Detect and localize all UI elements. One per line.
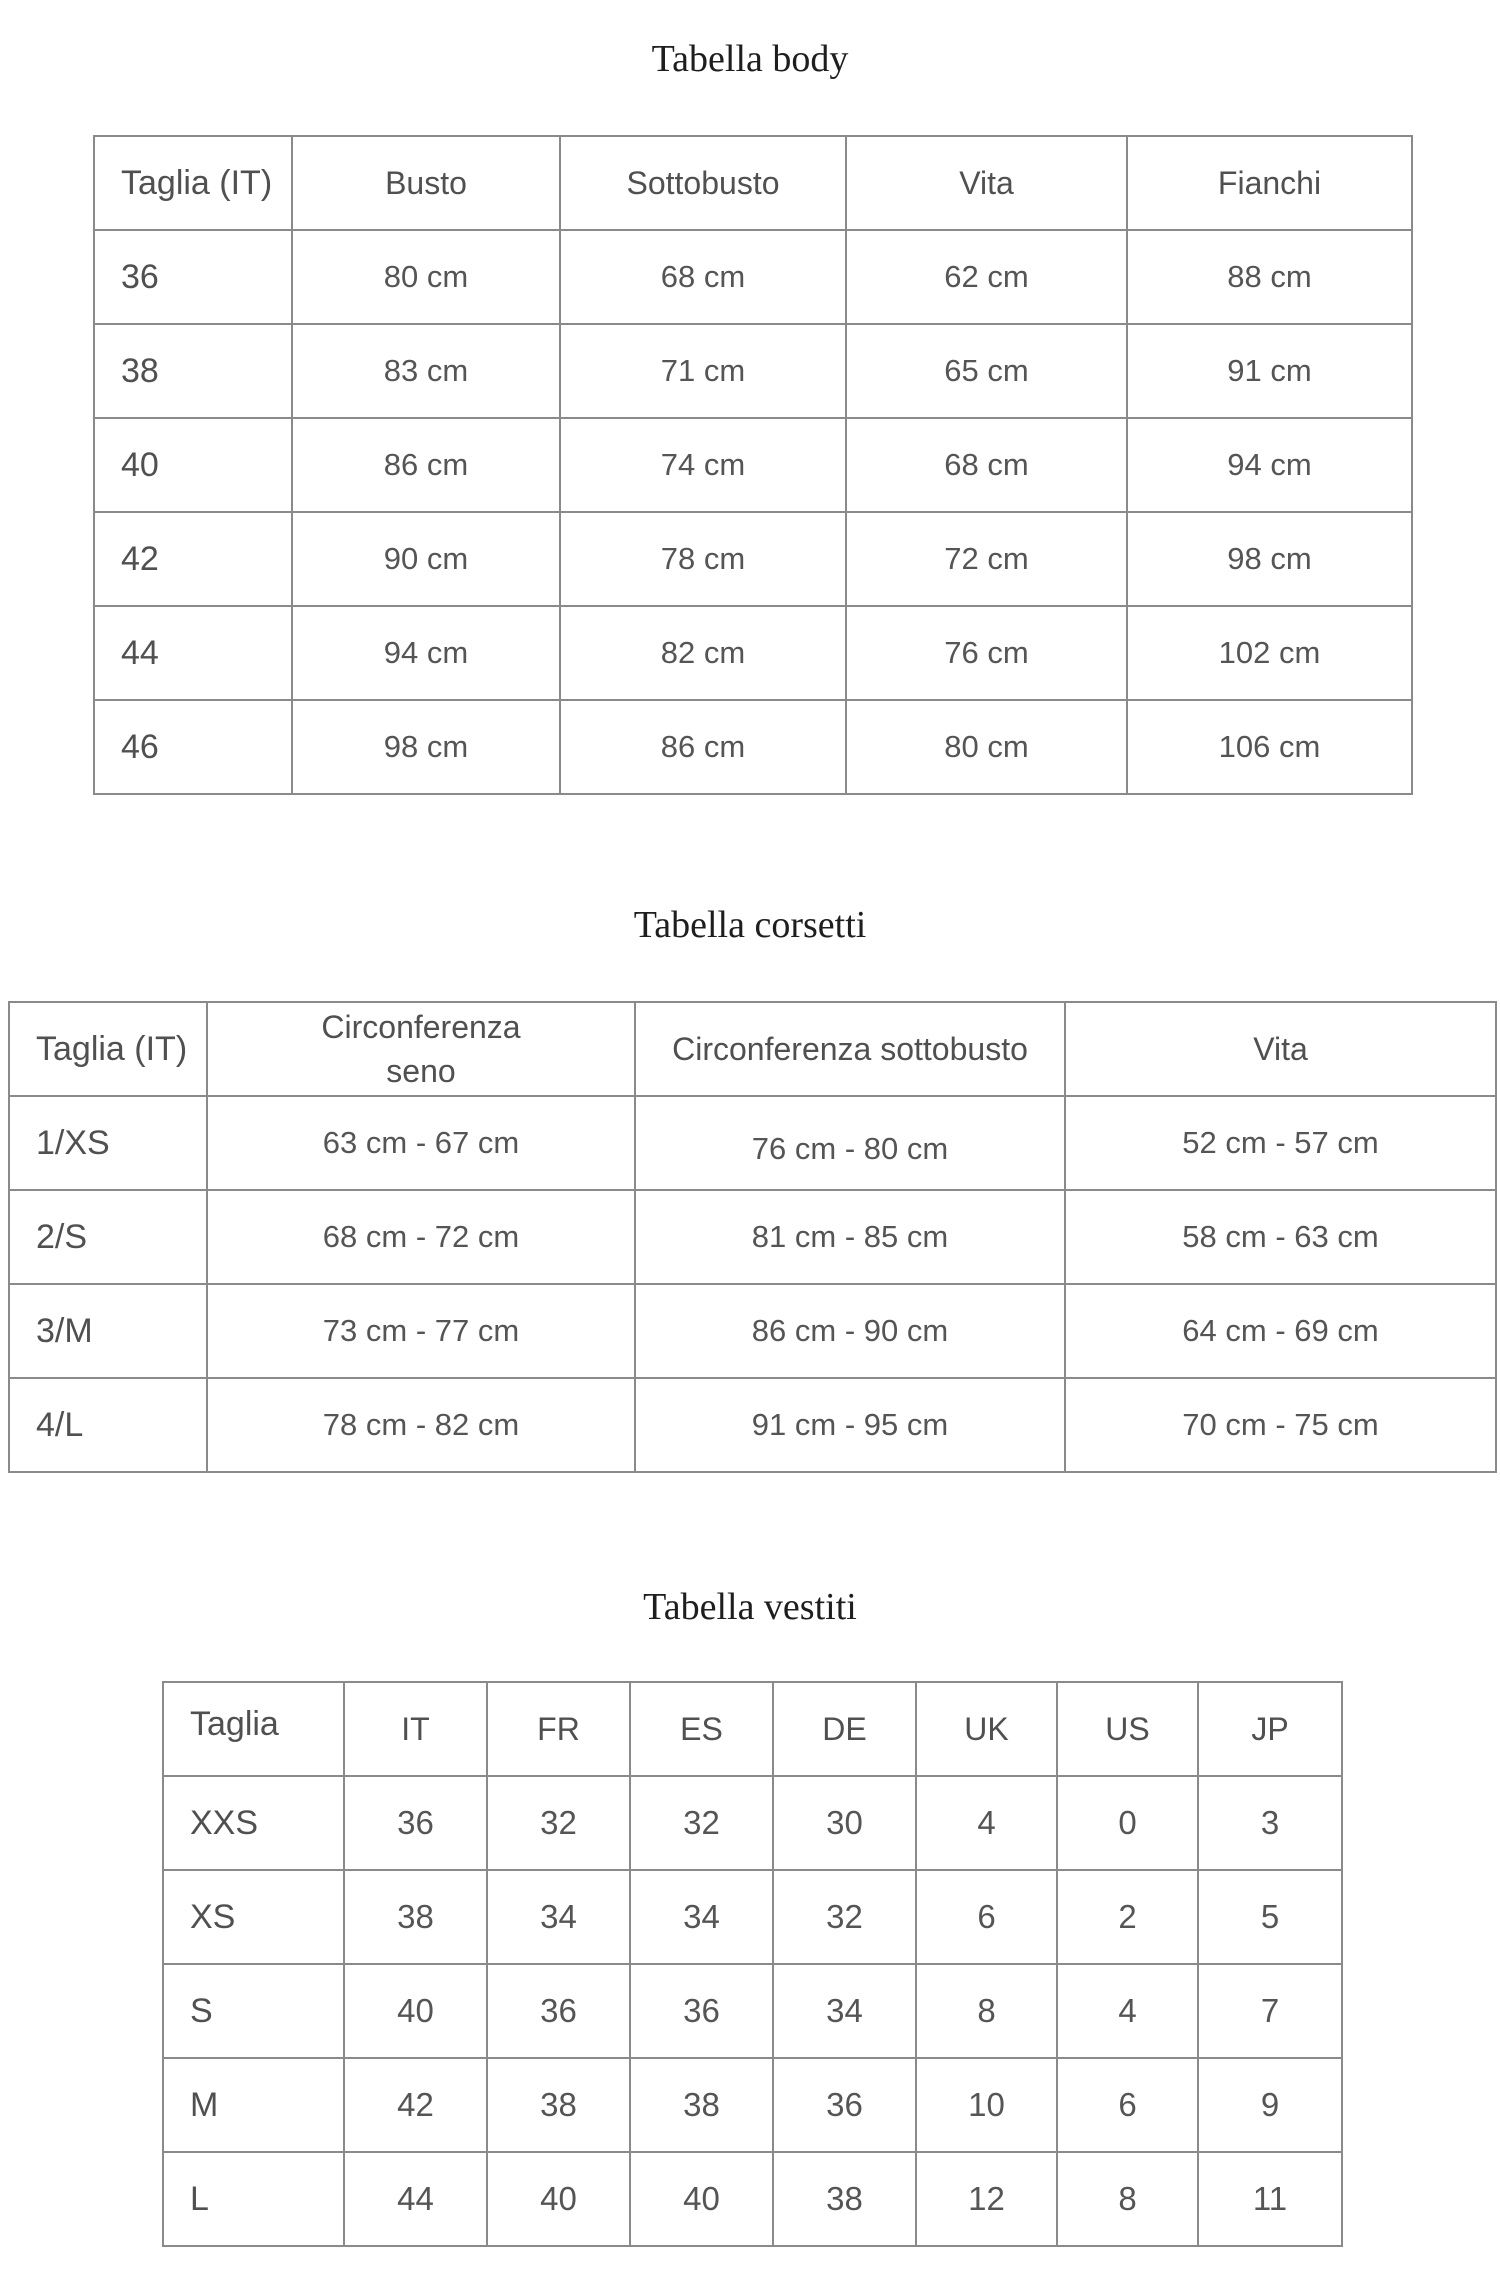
size-cell: 36 (94, 230, 292, 324)
header-cell: Vita (1065, 1002, 1496, 1096)
header-cell: Vita (846, 136, 1127, 230)
size-cell: 2/S (9, 1190, 207, 1284)
table-cell: 4 (916, 1776, 1057, 1870)
table-cell: 34 (773, 1964, 916, 2058)
header-cell: Fianchi (1127, 136, 1412, 230)
table-cell: 76 cm - 80 cm (635, 1096, 1065, 1190)
table-cell: 6 (916, 1870, 1057, 1964)
header-cell: UK (916, 1682, 1057, 1776)
table-cell: 78 cm - 82 cm (207, 1378, 635, 1472)
corsetti-size-table (8, 1001, 1497, 1473)
size-cell: S (163, 1964, 344, 2058)
table-row (9, 1378, 1496, 1472)
header-cell (207, 1002, 635, 1096)
header-cell: Taglia (IT) (9, 1002, 207, 1096)
size-cell: 1/XS (9, 1096, 207, 1190)
table-cell: 36 (344, 1776, 487, 1870)
table-cell: 78 cm (560, 512, 846, 606)
table-cell: 8 (1057, 2152, 1198, 2246)
size-cell: 44 (94, 606, 292, 700)
table-cell: 88 cm (1127, 230, 1412, 324)
table-cell: 2 (1057, 1870, 1198, 1964)
table-row (9, 1284, 1496, 1378)
size-cell: XXS (163, 1776, 344, 1870)
table-cell: 38 (344, 1870, 487, 1964)
table-row (94, 324, 1412, 418)
table-cell: 58 cm - 63 cm (1065, 1190, 1496, 1284)
table-cell: 71 cm (560, 324, 846, 418)
table-cell: 44 (344, 2152, 487, 2246)
table-cell: 38 (773, 2152, 916, 2246)
size-cell: 42 (94, 512, 292, 606)
table-cell: 0 (1057, 1776, 1198, 1870)
table-header-row (163, 1682, 1342, 1776)
table-cell: 86 cm - 90 cm (635, 1284, 1065, 1378)
header-cell: Taglia (IT) (94, 136, 292, 230)
size-cell: 46 (94, 700, 292, 794)
table-cell: 63 cm - 67 cm (207, 1096, 635, 1190)
header-cell-text: Circonferenza seno (321, 1009, 521, 1089)
vestiti-table-title: Tabella vestiti (643, 1586, 857, 1628)
size-cell: 38 (94, 324, 292, 418)
header-cell: Busto (292, 136, 560, 230)
table-header-row (9, 1002, 1496, 1096)
table-header-row (94, 136, 1412, 230)
header-cell: Sottobusto (560, 136, 846, 230)
table-row (94, 606, 1412, 700)
table-cell: 76 cm (846, 606, 1127, 700)
header-cell: IT (344, 1682, 487, 1776)
table-cell: 68 cm - 72 cm (207, 1190, 635, 1284)
header-cell: Circonferenza sottobusto (635, 1002, 1065, 1096)
table-cell: 94 cm (1127, 418, 1412, 512)
table-cell: 68 cm (846, 418, 1127, 512)
size-cell: 3/M (9, 1284, 207, 1378)
table-cell: 91 cm - 95 cm (635, 1378, 1065, 1472)
table-cell: 6 (1057, 2058, 1198, 2152)
size-cell: L (163, 2152, 344, 2246)
table-cell: 98 cm (1127, 512, 1412, 606)
table-row (163, 2152, 1342, 2246)
table-row (94, 512, 1412, 606)
table-row (9, 1096, 1496, 1190)
body-table-title: Tabella body (651, 38, 849, 80)
table-cell: 82 cm (560, 606, 846, 700)
table-row (163, 2058, 1342, 2152)
table-cell: 36 (773, 2058, 916, 2152)
table-cell: 38 (487, 2058, 630, 2152)
table-cell: 4 (1057, 1964, 1198, 2058)
table-cell: 83 cm (292, 324, 560, 418)
table-row (163, 1870, 1342, 1964)
table-cell: 68 cm (560, 230, 846, 324)
table-cell: 40 (344, 1964, 487, 2058)
table-row (94, 418, 1412, 512)
body-size-table (93, 135, 1413, 795)
table-cell: 106 cm (1127, 700, 1412, 794)
table-cell: 36 (487, 1964, 630, 2058)
table-cell: 52 cm - 57 cm (1065, 1096, 1496, 1190)
table-cell: 70 cm - 75 cm (1065, 1378, 1496, 1472)
table-cell: 40 (630, 2152, 773, 2246)
header-cell: Taglia (163, 1682, 344, 1776)
table-cell: 12 (916, 2152, 1057, 2246)
table-row (94, 230, 1412, 324)
table-cell: 30 (773, 1776, 916, 1870)
table-cell: 86 cm (560, 700, 846, 794)
table-cell: 3 (1198, 1776, 1342, 1870)
size-cell: XS (163, 1870, 344, 1964)
table-cell: 5 (1198, 1870, 1342, 1964)
table-cell: 94 cm (292, 606, 560, 700)
vestiti-size-table (162, 1681, 1343, 2247)
table-row (163, 1776, 1342, 1870)
table-cell: 9 (1198, 2058, 1342, 2152)
table-cell: 81 cm - 85 cm (635, 1190, 1065, 1284)
table-cell: 42 (344, 2058, 487, 2152)
header-cell: US (1057, 1682, 1198, 1776)
table-cell: 7 (1198, 1964, 1342, 2058)
table-cell: 74 cm (560, 418, 846, 512)
header-cell: FR (487, 1682, 630, 1776)
table-cell: 91 cm (1127, 324, 1412, 418)
table-cell: 36 (630, 1964, 773, 2058)
table-cell: 102 cm (1127, 606, 1412, 700)
corsetti-table-title: Tabella corsetti (633, 904, 867, 946)
size-cell: 40 (94, 418, 292, 512)
table-row (94, 700, 1412, 794)
table-cell: 32 (773, 1870, 916, 1964)
header-cell: JP (1198, 1682, 1342, 1776)
table-row (9, 1190, 1496, 1284)
table-cell: 34 (487, 1870, 630, 1964)
table-cell: 64 cm - 69 cm (1065, 1284, 1496, 1378)
table-row (163, 1964, 1342, 2058)
table-cell: 34 (630, 1870, 773, 1964)
table-cell: 86 cm (292, 418, 560, 512)
table-cell: 11 (1198, 2152, 1342, 2246)
header-cell: ES (630, 1682, 773, 1776)
table-cell: 90 cm (292, 512, 560, 606)
table-cell: 73 cm - 77 cm (207, 1284, 635, 1378)
table-cell: 62 cm (846, 230, 1127, 324)
size-cell: 4/L (9, 1378, 207, 1472)
table-cell: 98 cm (292, 700, 560, 794)
table-cell: 80 cm (292, 230, 560, 324)
size-cell: M (163, 2058, 344, 2152)
table-cell: 72 cm (846, 512, 1127, 606)
table-cell: 40 (487, 2152, 630, 2246)
table-cell: 8 (916, 1964, 1057, 2058)
table-cell: 32 (630, 1776, 773, 1870)
table-cell: 80 cm (846, 700, 1127, 794)
table-cell: 65 cm (846, 324, 1127, 418)
table-cell: 10 (916, 2058, 1057, 2152)
table-cell: 32 (487, 1776, 630, 1870)
header-cell: DE (773, 1682, 916, 1776)
table-cell: 38 (630, 2058, 773, 2152)
